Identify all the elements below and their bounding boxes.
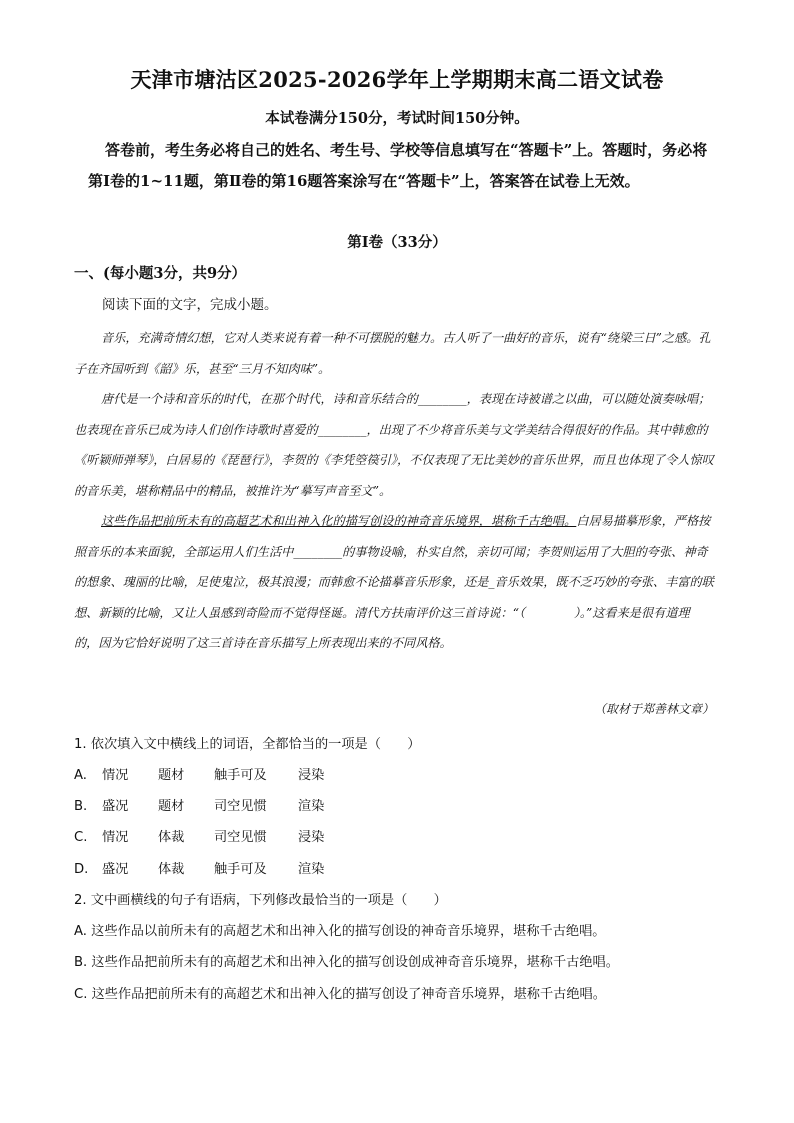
- option-word-4: 渲染: [298, 862, 325, 877]
- option-word-3: 司空见惯: [214, 830, 267, 845]
- option-word-2: 题材: [158, 768, 185, 783]
- question-1-option-b: [74, 795, 324, 814]
- part-title: 一、(每小题3分，共9分）: [74, 265, 247, 282]
- exam-notice: 答卷前，考生务必将自己的姓名、考生号、学校等信息填写在“答题卡”上。答题时，务必将第Ⅰ卷的1~11题，第Ⅱ卷的第16题答案涂写在“答题卡”上，答案答在试卷上无效。: [88, 141, 708, 190]
- option-word-1: 盛况: [102, 862, 129, 877]
- passage-paragraph-3-rest: 白居易描摹形象，严格按照音乐的本来面貌，全部运用人们生活中________的事物设喻，朴实自然，亲切可闻；李贺则运用了大胆的夸张、神奇的想象、瑰丽的比喻，足使鬼泣，极其浪漫；而韩愈不论描摹音乐形象，还是_音乐效果，既不乏巧妙的夸张、丰富的联想、新颖的比喻，又让人虽感到奇险而不觉得怪诞。清代方扶南评价这三首诗说：“（ ）。”这看来是很有道理的，因为它恰好说明了这三首诗在音乐描写上所表现出来的不同风格。: [74, 514, 714, 650]
- section-title: 第Ⅰ卷（33分）: [347, 234, 447, 251]
- option-letter: B.: [74, 799, 88, 814]
- option-letter: A.: [74, 768, 87, 783]
- option-word-2: 体裁: [158, 862, 185, 877]
- option-word-4: 浸染: [298, 768, 325, 783]
- question-1-option-a: [74, 764, 324, 783]
- option-word-2: 体裁: [158, 830, 185, 845]
- underlined-sentence: 这些作品把前所未有的高超艺术和出神入化的描写创设的神奇音乐境界，堪称千古绝唱。: [101, 514, 577, 528]
- option-word-4: 浸染: [298, 830, 325, 845]
- option-letter: C.: [74, 830, 88, 845]
- question-1-option-c: [74, 826, 324, 845]
- passage-paragraph-2: 唐代是一个诗和音乐的时代，在那个时代，诗和音乐结合的________，表现在诗被谱之以曲，可以随处演奏咏唱；也表现在音乐已成为诗人们创作诗歌时喜爱的________，出现了不少将音乐美与文学美结合得很好的作品。其中韩愈的《听颖师弹琴》，白居易的《琵琶行》，李贺的《李凭箜篌引》，不仅表现了无比美妙的音乐世界，而且也体现了令人惊叹的音乐美，堪称精品中的精品，被推许为“摹写声音至文”。: [74, 392, 714, 498]
- question-2-option-c: C. 这些作品把前所未有的高超艺术和出神入化的描写创设了神奇音乐境界，堪称千古绝唱。: [74, 987, 606, 1002]
- question-1-option-d: [74, 858, 324, 877]
- option-letter: D.: [74, 862, 89, 877]
- option-word-2: 题材: [158, 799, 185, 814]
- option-word-1: 情况: [102, 830, 129, 845]
- passage-source: （取材于郑善林文章）: [593, 702, 714, 716]
- exam-title: 天津市塘沽区2025-2026学年上学期期末高二语文试卷: [130, 67, 664, 92]
- option-word-1: 盛况: [102, 799, 129, 814]
- reading-instruction: 阅读下面的文字，完成小题。: [102, 297, 278, 313]
- option-word-4: 渲染: [298, 799, 325, 814]
- option-word-1: 情况: [102, 768, 129, 783]
- passage-paragraph-3: [74, 506, 714, 659]
- question-2-stem: 2. 文中画横线的句子有语病，下列修改最恰当的一项是（ ）: [74, 893, 447, 908]
- passage-paragraph-1: 音乐，充满奇情幻想，它对人类来说有着一种不可摆脱的魅力。古人听了一曲好的音乐，说有“绕梁三日”之感。孔子在齐国听到《韶》乐，甚至“三月不知肉味”。: [74, 331, 711, 376]
- option-word-3: 触手可及: [214, 768, 267, 783]
- option-word-3: 司空见惯: [214, 799, 267, 814]
- question-1-stem: 1. 依次填入文中横线上的词语，全都恰当的一项是（ ）: [74, 737, 421, 752]
- option-word-3: 触手可及: [214, 862, 267, 877]
- question-2-option-b: B. 这些作品把前所未有的高超艺术和出神入化的描写创设创成神奇音乐境界，堪称千古绝唱。: [74, 955, 619, 970]
- exam-subtitle: 本试卷满分150分，考试时间150分钟。: [265, 110, 529, 127]
- question-2-option-a: A. 这些作品以前所未有的高超艺术和出神入化的描写创设的神奇音乐境界，堪称千古绝唱。: [74, 924, 606, 939]
